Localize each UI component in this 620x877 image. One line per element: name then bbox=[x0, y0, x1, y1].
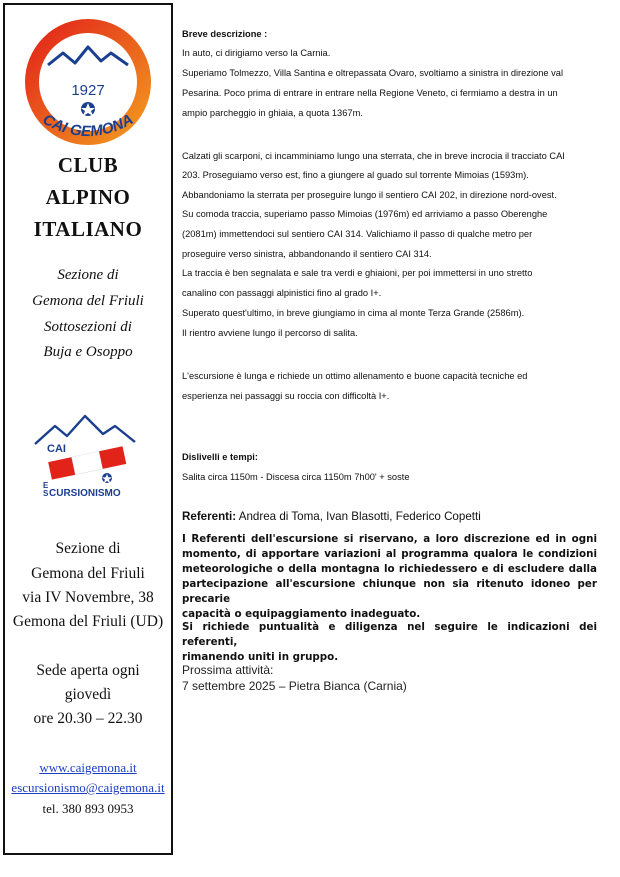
description-line: L'escursione è lunga e richiede un ottimo allenamento e buone capacità tecniche ed bbox=[182, 371, 528, 381]
hours-line-1: Sede aperta ogni bbox=[36, 662, 140, 679]
address-line-4: Gemona del Friuli (UD) bbox=[12, 613, 164, 630]
disclaimer-line: I Referenti dell'escursione si riservano, a loro discrezione ed in ogni bbox=[182, 533, 597, 545]
club-line-3: ITALIANO bbox=[33, 217, 143, 241]
disclaimer-line: momento, di apportare variazioni al programma qualora le condizioni bbox=[182, 548, 597, 560]
description-line: In auto, ci dirigiamo verso la Carnia. bbox=[182, 48, 331, 58]
section-line-4: Buja e Osoppo bbox=[43, 344, 133, 360]
disclaimer-line: meteorologiche o della montagna lo richiedessero e di escludere dalla bbox=[182, 563, 597, 575]
esc-cai-text: CAI bbox=[47, 443, 66, 455]
address-line-1: Sezione di bbox=[55, 540, 121, 557]
punctuality-line: rimanendo uniti in gruppo. bbox=[182, 651, 339, 663]
cai-escursionismo-logo bbox=[31, 408, 143, 506]
disclaimer-line: partecipazione all'escursione chiunque non sia ritenuto idoneo per precarie bbox=[182, 578, 597, 605]
description-line: Superiamo Tolmezzo, Villa Santina e oltrepassata Ovaro, svoltiamo a sinistra in direzione val bbox=[182, 68, 564, 78]
next-activity-title: Prossima attività: bbox=[182, 663, 274, 677]
description-line: Su comoda traccia, superiamo passo Mimoias (1976m) ed arriviamo a passo Oberenghe bbox=[182, 209, 548, 219]
section-line-1: Sezione di bbox=[57, 267, 119, 283]
punctuality-line: Si richiede puntualità e diligenza nel seguire le indicazioni dei referenti, bbox=[182, 621, 597, 648]
hours-line-3: ore 20.30 – 22.30 bbox=[33, 710, 143, 727]
description-line: (2081m) immettendoci sul sentiero CAI 314. Valichiamo il passo di qualche metro per bbox=[182, 229, 533, 239]
description-line: Superato quest'ultimo, in breve giungiamo in cima al monte Terza Grande (2586m). bbox=[182, 308, 525, 318]
description-line: canalino con passaggi alpinistici fino al grado I+. bbox=[182, 288, 382, 298]
esc-e-text: E bbox=[43, 481, 49, 490]
section-line-3: Sottosezioni di bbox=[44, 319, 132, 335]
star-icon bbox=[102, 473, 112, 483]
punctuality-note bbox=[182, 620, 597, 665]
next-activity-text: 7 settembre 2025 – Pietra Bianca (Carnia) bbox=[182, 679, 407, 693]
description-title: Breve descrizione : bbox=[182, 29, 268, 39]
description-line: Calzati gli scarponi, ci incamminiamo lungo una sterrata, che in breve incrocia il tracciato CAI bbox=[182, 151, 565, 161]
description-line: Pesarina. Poco prima di entrare in entrare nella Regione Veneto, ci fermiamo a destra in un bbox=[182, 88, 558, 98]
star-icon bbox=[81, 102, 95, 116]
description-line: La traccia è ben segnalata e sale tra verdi e ghiaioni, per poi immettersi in uno stretto bbox=[182, 268, 533, 278]
disclaimer bbox=[182, 532, 597, 622]
address-line-3: via IV Novembre, 38 bbox=[22, 589, 154, 606]
logo-name: CAI GEMONA bbox=[39, 110, 137, 141]
hours-line-2: giovedì bbox=[64, 686, 112, 703]
logo-year: 1927 bbox=[71, 82, 105, 99]
email-link[interactable]: escursionismo@caigemona.it bbox=[11, 780, 165, 795]
club-line-1: CLUB bbox=[57, 153, 119, 177]
esc-s-text: S bbox=[43, 489, 49, 498]
website-link[interactable]: www.caigemona.it bbox=[39, 760, 137, 775]
description-line: proseguire verso sinistra, abbandonando il sentiero CAI 314. bbox=[182, 249, 432, 259]
address-line-2: Gemona del Friuli bbox=[31, 565, 145, 582]
sidebar bbox=[3, 3, 173, 855]
esc-rest-text: CURSIONISMO bbox=[49, 488, 121, 499]
referenti-names: Andrea di Toma, Ivan Blasotti, Federico Copetti bbox=[236, 510, 481, 523]
section-line-2: Gemona del Friuli bbox=[32, 293, 144, 309]
club-line-2: ALPINO bbox=[45, 185, 131, 209]
referenti bbox=[182, 510, 481, 523]
telephone: tel. 380 893 0953 bbox=[42, 801, 134, 816]
dislivelli-title: Dislivelli e tempi: bbox=[182, 452, 258, 462]
description-line: Abbandoniamo la sterrata per proseguire lungo il sentiero CAI 202, in direzione nord-ovest. bbox=[182, 190, 557, 200]
dislivelli-text: Salita circa 1150m - Discesa circa 1150m 7h00' + soste bbox=[182, 472, 410, 482]
description-line: ampio parcheggio in ghiaia, a quota 1367m. bbox=[182, 108, 363, 118]
description-line: esperienza nei passaggi su roccia con difficoltà I+. bbox=[182, 391, 390, 401]
description-line: 203. Proseguiamo verso est, fino a giungere al guado sul torrente Mimoias (1593m). bbox=[182, 170, 529, 180]
referenti-label: Referenti: bbox=[182, 510, 237, 523]
description-line: Il rientro avviene lungo il percorso di salita. bbox=[182, 328, 358, 338]
cai-gemona-logo bbox=[15, 17, 161, 147]
disclaimer-line: capacità o equipaggiamento inadeguato. bbox=[182, 608, 421, 620]
